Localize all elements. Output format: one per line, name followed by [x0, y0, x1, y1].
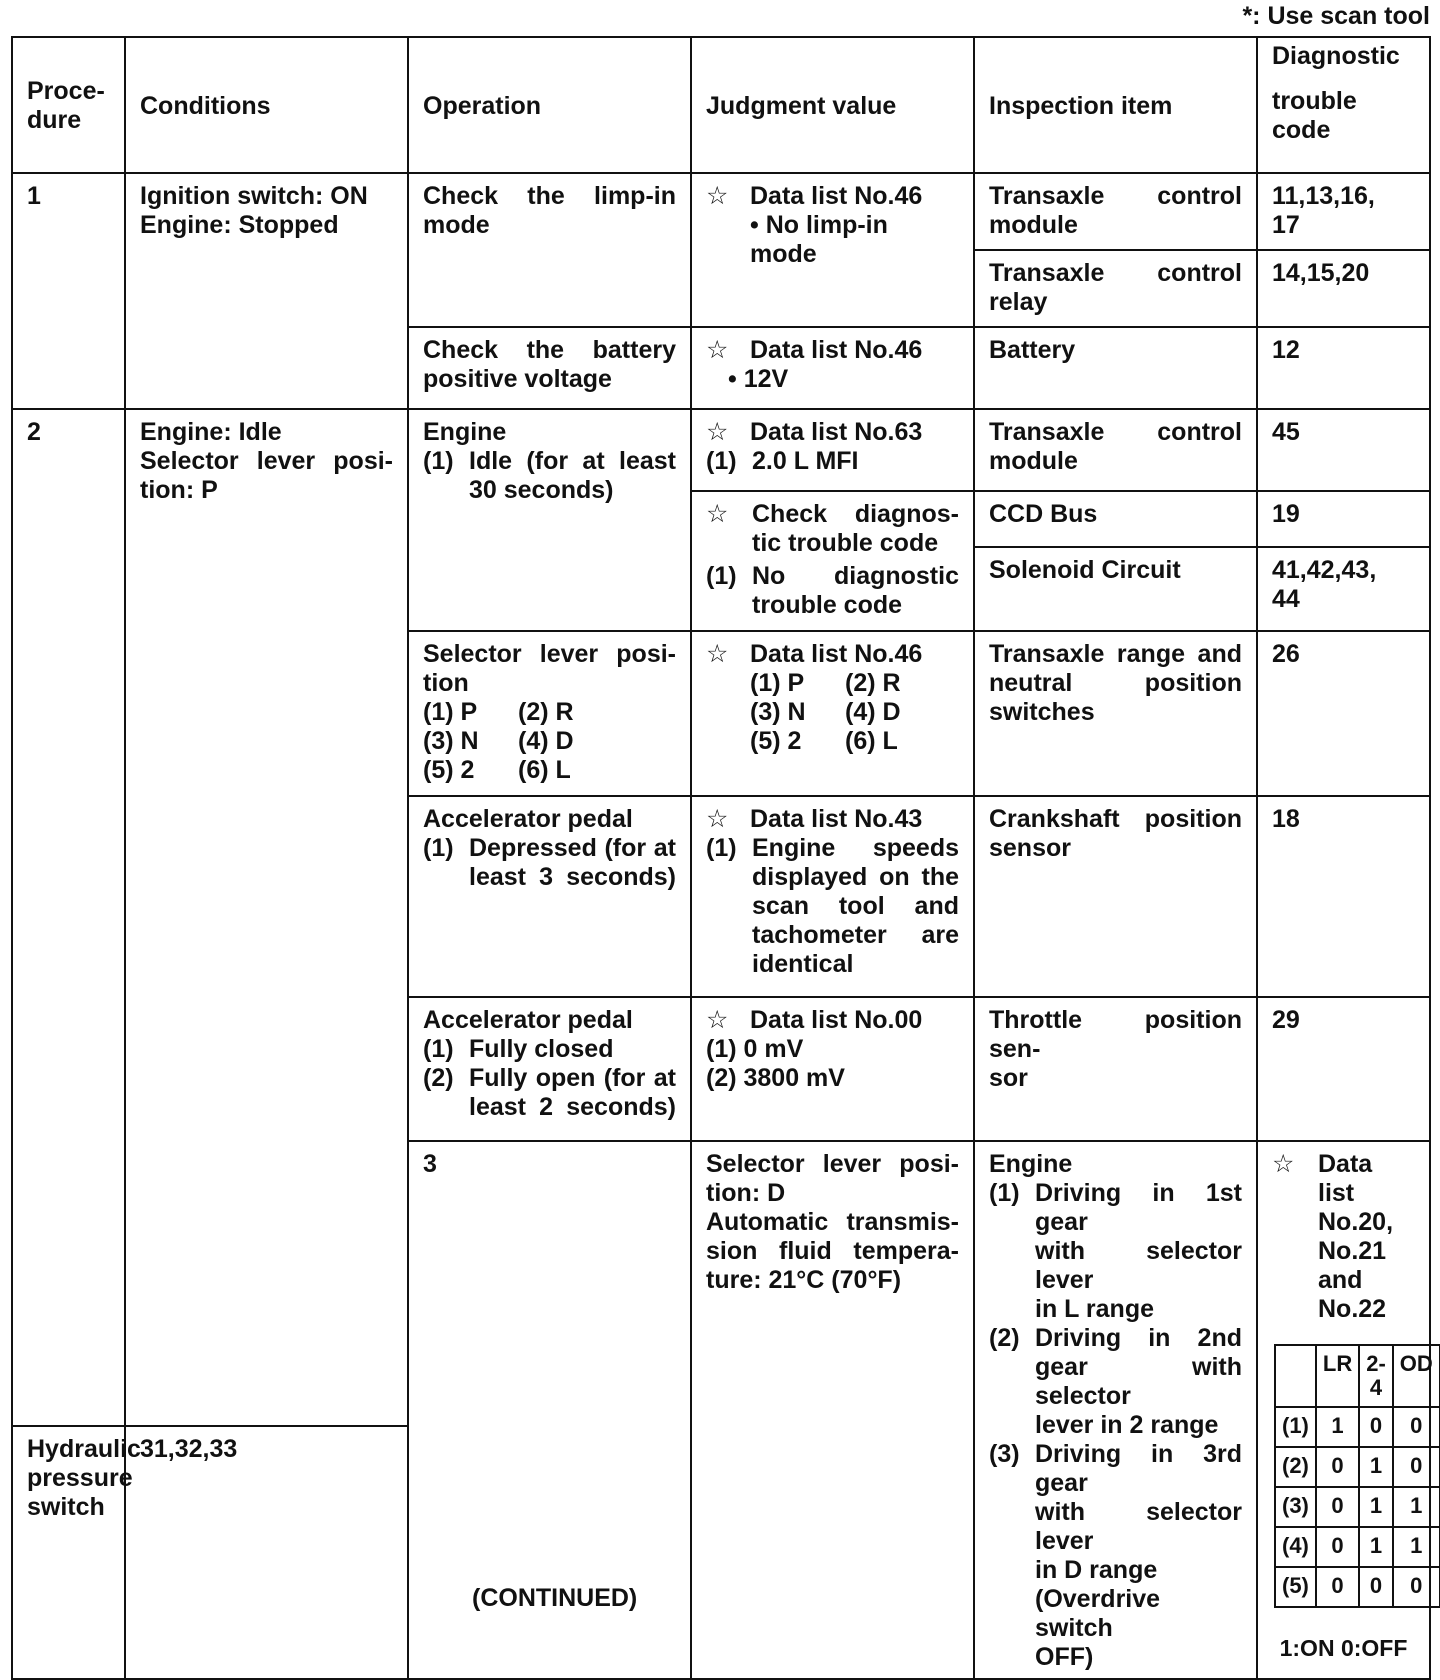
star-icon: ☆ — [706, 805, 729, 833]
inspection-cell: Throttle position sen- sor — [974, 997, 1257, 1141]
star-icon: ☆ — [706, 500, 729, 528]
procedure-number: 1 — [12, 173, 125, 409]
table-row — [12, 409, 1430, 491]
operation-cell: Check the battery positive voltage — [408, 327, 691, 409]
star-icon: ☆ — [706, 1006, 729, 1034]
judgment-cell: ☆ Data list No.20, No.21 and No.22 LR 2-4 OD (1) 1 0 0 (2) 0 1 0 (3) 0 1 1 (4) 0 1 1 (5) 0 0 0 1:ON 0:OFF — [1257, 1141, 1430, 1679]
header-row — [12, 37, 1430, 173]
dtc-cell: 41,42,43, 44 — [1257, 547, 1430, 631]
header-inspection: Inspection item — [974, 37, 1257, 173]
header-conditions: Conditions — [125, 37, 408, 173]
header-dtc: Diagnostic trouble code — [1257, 37, 1430, 173]
switch-legend: 1:ON 0:OFF — [1279, 1635, 1408, 1661]
operation-cell: Accelerator pedal (1) Depressed (for at least 3 seconds) — [408, 796, 691, 997]
dtc-cell: 14,15,20 — [1257, 250, 1430, 327]
switch-header-row: LR 2-4 OD — [1275, 1345, 1440, 1407]
header-judgment: Judgment value — [691, 37, 974, 173]
operation-cell: Engine (1) Idle (for at least 30 seconds) — [408, 409, 691, 631]
operation-cell: Selector lever posi- tion (1) P (2) R (3) N (4) D (5) 2 (6) L — [408, 631, 691, 796]
inspection-cell: Solenoid Circuit — [974, 547, 1257, 631]
operation-cell: Check the limp-in mode — [408, 173, 691, 327]
judgment-cell: ☆ Check diagnos- tic trouble code (1) No diagnostic trouble code — [691, 491, 974, 631]
procedure-number: 2 — [12, 409, 125, 1426]
inspection-cell: Transaxle control module — [974, 173, 1257, 250]
dtc-cell: 12 — [1257, 327, 1430, 409]
inspection-cell: Hydraulic pressure switch — [12, 1426, 125, 1679]
conditions-cell: Selector lever posi- tion: D Automatic transmis- sion fluid tempera- ture: 21°C (70°F) — [691, 1141, 974, 1679]
inspection-cell: Transaxle control relay — [974, 250, 1257, 327]
judgment-cell: ☆ Data list No.46 • No limp-in mode — [691, 173, 974, 327]
conditions-cell: Ignition switch: ON Engine: Stopped — [125, 173, 408, 409]
switch-row: (4) 0 1 1 — [1275, 1527, 1440, 1567]
judgment-cell: ☆ Data list No.46 • 12V — [691, 327, 974, 409]
dtc-cell: 19 — [1257, 491, 1430, 547]
star-icon: ☆ — [706, 418, 729, 446]
diagnostic-table — [11, 36, 1431, 1680]
judgment-cell: ☆ Data list No.00 (1) 0 mV (2) 3800 mV — [691, 997, 974, 1141]
table-row — [12, 173, 1430, 250]
star-icon: ☆ — [1272, 1150, 1295, 1178]
operation-cell: Accelerator pedal (1) Fully closed (2) Fully open (for at least 2 seconds) — [408, 997, 691, 1141]
dtc-cell: 11,13,16, 17 — [1257, 173, 1430, 250]
switch-row: (5) 0 0 0 — [1275, 1567, 1440, 1607]
pressure-switch-table — [1274, 1344, 1440, 1608]
star-icon: ☆ — [706, 336, 729, 364]
dtc-cell: 26 — [1257, 631, 1430, 796]
scan-tool-note: *: Use scan tool — [1242, 2, 1430, 30]
operation-cell: Engine (1) Driving in 1st gear with selector lever in L range (2) Driving in 2nd gear with selector lever in 2 range (3) Driving in 3rd gear with selector lever in D range (Overdrive switch OFF) — [974, 1141, 1257, 1679]
inspection-cell: Transaxle range and neutral position switches — [974, 631, 1257, 796]
inspection-cell: Crankshaft position sensor — [974, 796, 1257, 997]
star-icon: ☆ — [706, 640, 729, 668]
judgment-cell: ☆ Data list No.46 (1) P (2) R (3) N (4) D (5) 2 (6) L — [691, 631, 974, 796]
continued-label: (CONTINUED) — [472, 1584, 638, 1612]
header-procedure: Proce- dure — [12, 37, 125, 173]
switch-row: (2) 0 1 0 — [1275, 1447, 1440, 1487]
judgment-cell: ☆ Data list No.63 (1) 2.0 L MFI — [691, 409, 974, 491]
inspection-cell: Battery — [974, 327, 1257, 409]
switch-row: (3) 0 1 1 — [1275, 1487, 1440, 1527]
header-operation: Operation — [408, 37, 691, 173]
conditions-cell: Engine: Idle Selector lever posi- tion: P — [125, 409, 408, 1426]
dtc-cell: 29 — [1257, 997, 1430, 1141]
dtc-cell: 45 — [1257, 409, 1430, 491]
procedure-number: 3 — [408, 1141, 691, 1679]
inspection-cell: Transaxle control module — [974, 409, 1257, 491]
dtc-cell: 31,32,33 — [125, 1426, 408, 1679]
star-icon: ☆ — [706, 182, 729, 210]
switch-row: (1) 1 0 0 — [1275, 1407, 1440, 1447]
judgment-cell: ☆ Data list No.43 (1) Engine speeds displayed on the scan tool and tachometer are identical — [691, 796, 974, 997]
inspection-cell: CCD Bus — [974, 491, 1257, 547]
dtc-cell: 18 — [1257, 796, 1430, 997]
